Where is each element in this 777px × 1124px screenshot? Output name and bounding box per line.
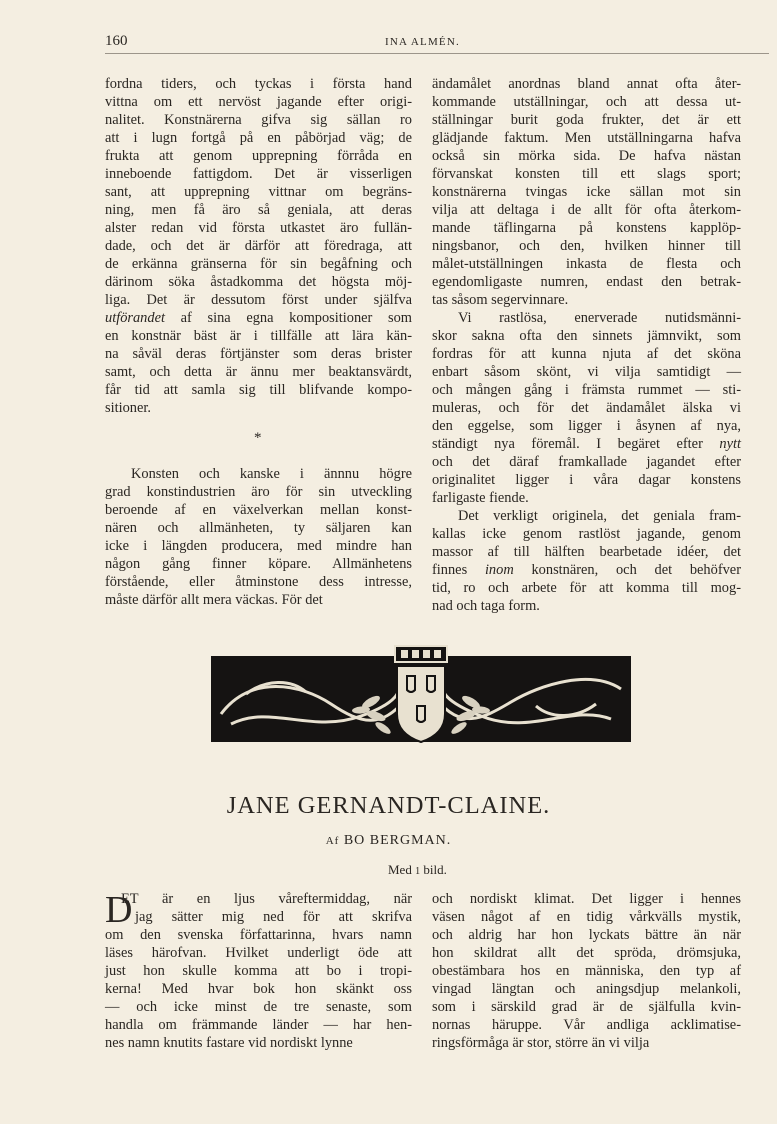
text-line: originalitet ligger i våra dagar konstens	[432, 472, 741, 488]
article-title: JANE GERNANDT-CLAINE.	[226, 792, 551, 819]
byline-author: BO BERGMAN.	[343, 833, 452, 848]
text-line: glädjande faktum. Men utställningarna hafva	[432, 130, 741, 146]
text-line: Vi rastlösa, enerverade nutidsmänni-	[458, 310, 741, 326]
text-line: någon gång finner köpare. Allmänhetens	[105, 556, 412, 572]
picture-note-prefix: Med	[388, 862, 412, 877]
text-line: vingad längtan och aningsdjup melankoli,	[432, 981, 741, 997]
text-line: muleras, och för det ändamålet älska vi	[432, 400, 741, 416]
text-line: egendomligaste numren, endast den betrak-	[432, 274, 741, 290]
text-line: finnes inom konstnären, och det behöfver	[432, 562, 741, 578]
text-line: nären och allmänheten, ty säljaren kan	[105, 520, 412, 536]
text-line: dade, och det är därför att föredraga, att	[105, 238, 412, 254]
text-line: nornas häruppe. Vår andliga acklimatise-	[432, 1017, 741, 1033]
italic-word: utförandet	[105, 310, 165, 326]
text-line: ringsförmåga är stor, större än vi vilja	[432, 1035, 650, 1051]
text-line: Konsten och kanske i ännnu högre	[131, 466, 412, 482]
text-line: målet-utställningen inkasta de flesta och	[432, 256, 741, 272]
text-line: icke i längden producera, med mindre han	[105, 538, 412, 554]
text-line: fordna tiders, och tyckas i första hand	[105, 76, 412, 92]
text-line: som i särskild grad är de själfulla kvin-	[432, 999, 741, 1015]
text-line: skor sakna ofta den sinnets jämnvikt, som	[432, 328, 741, 344]
running-head: INA ALMÉN.	[385, 36, 460, 48]
text-line: och nordiskt klimat. Det ligger i hennes	[432, 891, 741, 907]
text-line: utförandet af sina egna kompositioner som	[105, 310, 412, 326]
text-line: hon skildrat allt det spröda, drömsjuka,	[432, 945, 741, 961]
text-line: frukta att genom upprepning förråda en	[105, 148, 412, 164]
text-line: därinom söka åstadkomma det högsta möj-	[105, 274, 412, 290]
text-line: vilja att deltaga i de allt för ofta återkom-	[432, 202, 741, 218]
text-line: grad konstindustrien äro för sin utveckling	[105, 484, 412, 500]
crown-shield	[395, 646, 447, 742]
text-line: en konstnär bäst är i tillfälle att lära kän-	[105, 328, 412, 344]
text-line: och det däraf framkallade jagandet efter	[432, 454, 741, 470]
text-line: den eggelse, som ligger i åsynen af nya,	[432, 418, 741, 434]
text-line: obestämbara hos en människa, den typ af	[432, 963, 741, 979]
text-line: mande täflingarna på konstens kapplöp-	[432, 220, 741, 236]
text-line: alster redan vid första utkastet äro fullän-	[105, 220, 412, 236]
text-line: ning, men få äro så geniala, att deras	[105, 202, 412, 218]
text-line: får tid att samla sig till blifvande kompo-	[105, 382, 412, 398]
picture-note-count: 1	[415, 866, 421, 877]
text-line: tas såsom segervinnare.	[432, 292, 569, 308]
text-line: kerna! Med hvar bok hon skänkt oss	[105, 981, 412, 997]
page-number: 160	[105, 33, 128, 49]
text-line: farligaste fiende.	[432, 490, 529, 506]
section-break-asterisk: *	[254, 430, 262, 446]
text-line: tid, ro och arbete för att komma till mog-	[432, 580, 741, 596]
text-line: konstnärerna tvingas icke sällan mot sin	[432, 184, 741, 200]
text-line: kallas icke genom rastlöst jagande, genom	[432, 526, 741, 542]
text-line: nes namn knutits fastare vid nordiskt lynne	[105, 1035, 353, 1051]
drop-cap: D	[105, 889, 133, 931]
text-line: fordras för att kunna njuta af det sköna	[432, 346, 741, 362]
text-line: ningsbanor, och den, hvilken hinner till	[432, 238, 741, 254]
text-line: ändamålet anordnas bland annat ofta åter-	[432, 76, 741, 92]
text-line: kommande utställningar, och att dessa ut-	[432, 94, 741, 110]
text-line: sitioner.	[105, 400, 151, 416]
text-line: Det verkligt originela, det geniala fram-	[458, 508, 741, 524]
byline-prefix: Af	[325, 835, 340, 847]
text-line: sant, att upprepning vittnar om begräns-	[105, 184, 412, 200]
text-line: väsen något af en tidig vårkvälls mystik,	[432, 909, 741, 925]
page-header	[105, 33, 769, 54]
text-line: nalitet. Konstnärerna gifva sig sällan ro	[105, 112, 412, 128]
text-line: na såväl deras förtjänster som deras brister	[105, 346, 412, 362]
text-line: just hon skulle komma att bo i tropi-	[105, 963, 412, 979]
text-line: och mången gång i främsta rummet — sti-	[432, 382, 741, 398]
text-line: om den svenska författarinna, hvars namn	[105, 927, 412, 943]
picture-note-suffix: bild.	[423, 862, 447, 877]
text-line: också sin mörka sida. De hafva nästan	[432, 148, 741, 164]
byline	[0, 833, 777, 849]
text-line: ständigt nya föremål. I begäret efter nytt	[432, 436, 741, 452]
text-line: handla om främmande länder — har hen-	[105, 1017, 412, 1033]
text-line: enbart såsom skönt, vi vilja samtidigt —	[432, 364, 741, 380]
text-line: inneboende fattigdom. Det är visserligen	[105, 166, 412, 182]
picture-note	[388, 862, 447, 878]
text-line: jag sätter mig ned för att skrifva	[135, 909, 412, 925]
text-line: vittna om ett nervöst jagande efter origi-	[105, 94, 412, 110]
italic-word: inom	[484, 562, 514, 578]
column-article-right	[432, 890, 741, 1052]
text-line: ställningar burit goda frukter, det är ett	[432, 112, 741, 128]
text-line: förstående, eller åtminstone dess intresse,	[105, 574, 412, 590]
column-article-left	[105, 890, 412, 1052]
text-line: läses härofvan. Hvilket underligt öde att	[105, 945, 412, 961]
column-left-top	[105, 75, 412, 417]
column-left-bottom	[105, 465, 412, 609]
text-line: nad och taga form.	[432, 598, 540, 614]
text-line: och aldrig har hon lyckats bättre än när	[432, 927, 741, 943]
text-line: — och icke minst de tre senaste, som	[105, 999, 412, 1015]
text-line: måste därför allt mera väckas. För det	[105, 592, 323, 608]
text-line: att i lugn fortgå på en påbörjad väg; de	[105, 130, 412, 146]
text-line: samt, och detta är ännu mer beaktansvärdt,	[105, 364, 412, 380]
text-line: massor af till hälften bearbetade idéer, det	[432, 544, 741, 560]
decorative-ornament-banner	[211, 644, 631, 744]
text-line: förvanskat konsten till ett slags sport;	[432, 166, 741, 182]
column-right-top	[432, 75, 741, 615]
italic-word: nytt	[719, 436, 741, 452]
text-line: beroende af en växelverkan mellan konst-	[105, 502, 412, 518]
text-line: ET är en ljus våreftermiddag, när	[121, 891, 412, 907]
text-line: de erkänna gränserna för sin begåfning och	[105, 256, 412, 272]
text-line: liga. Det är dessutom först under själfva	[105, 292, 412, 308]
